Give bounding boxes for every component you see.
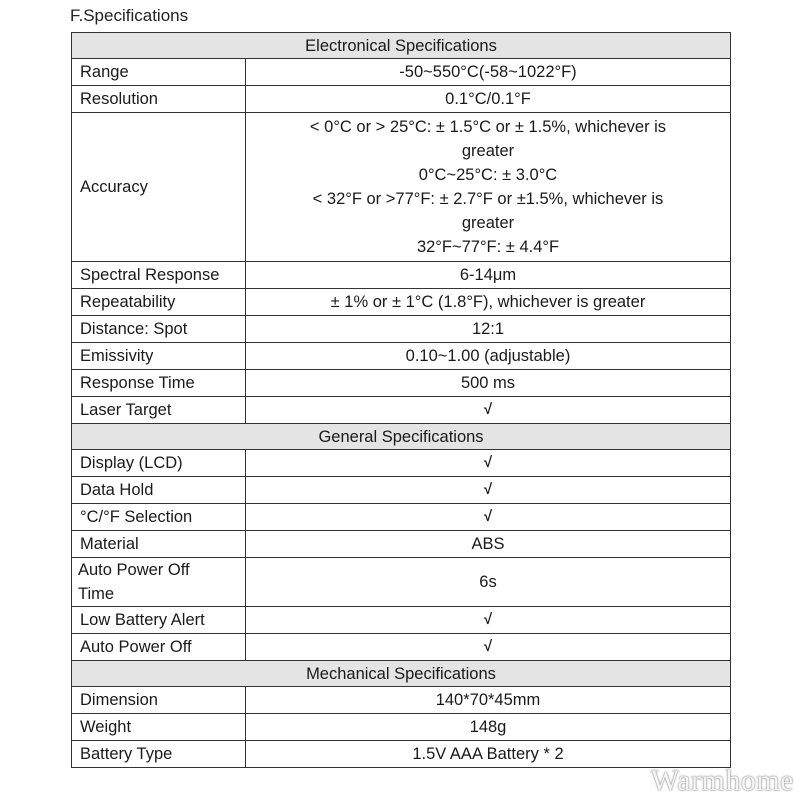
table-row [72,607,731,634]
section-header-general [72,424,731,450]
table-row [72,59,731,86]
table-row [72,714,731,741]
table-row [72,504,731,531]
section-title: General Specifications [72,424,731,450]
spec-value: 148g [246,714,731,741]
accuracy-line: greater [461,214,515,232]
spec-label: Auto Power Off [72,634,246,661]
check-mark-icon: √ [246,450,731,477]
table-row [72,450,731,477]
check-mark-icon: √ [246,477,731,504]
table-row [72,397,731,424]
spec-value: 6s [246,558,731,607]
spec-label: °C/°F Selection [72,504,246,531]
spec-label-line: Time [78,585,115,603]
spec-value: 500 ms [246,370,731,397]
spec-value: ± 1% or ± 1°C (1.8°F), whichever is greater [246,289,731,316]
check-mark-icon: √ [246,504,731,531]
spec-label: Range [72,59,246,86]
section-header-electronical [72,33,731,59]
spec-label: Battery Type [72,741,246,768]
table-row [72,687,731,714]
table-row [72,477,731,504]
spec-value: 12:1 [246,316,731,343]
spec-value: 0.10~1.00 (adjustable) [246,343,731,370]
accuracy-line: 32°F~77°F: ± 4.4°F [416,238,560,256]
section-title: Mechanical Specifications [72,661,731,687]
spec-label: Material [72,531,246,558]
spec-label: Laser Target [72,397,246,424]
table-row [72,370,731,397]
page-title: F.Specifications [70,6,189,25]
spec-value: 140*70*45mm [246,687,731,714]
spec-label: Data Hold [72,477,246,504]
spec-label: Resolution [72,86,246,113]
table-row [72,316,731,343]
spec-value: 6-14μm [246,262,731,289]
spec-label: Dimension [72,687,246,714]
section-header-mechanical [72,661,731,687]
spec-label: Spectral Response [72,262,246,289]
table-row [72,289,731,316]
accuracy-line: < 0°C or > 25°C: ± 1.5°C or ± 1.5%, whichever is [309,118,667,136]
table-row [72,531,731,558]
table-row [72,741,731,768]
spec-label-line: Auto Power Off [78,561,190,579]
spec-label: Distance: Spot [72,316,246,343]
table-row [72,634,731,661]
table-row [72,262,731,289]
accuracy-value [246,113,731,262]
spec-value: 0.1°C/0.1°F [246,86,731,113]
spec-label [72,558,246,607]
spec-value: -50~550°C(-58~1022°F) [246,59,731,86]
spec-label: Response Time [72,370,246,397]
spec-label: Display (LCD) [72,450,246,477]
table-row [72,113,731,262]
accuracy-line: < 32°F or >77°F: ± 2.7°F or ±1.5%, whichever is [312,190,664,208]
check-mark-icon: √ [246,634,731,661]
spec-value: 1.5V AAA Battery * 2 [246,741,731,768]
spec-label: Repeatability [72,289,246,316]
check-mark-icon: √ [246,607,731,634]
accuracy-line: greater [461,142,515,160]
spec-value: ABS [246,531,731,558]
table-row [72,558,731,607]
specifications-table [71,32,731,768]
table-row [72,86,731,113]
watermark: Warmhome [650,764,794,797]
table-row [72,343,731,370]
spec-label: Weight [72,714,246,741]
check-mark-icon: √ [246,397,731,424]
spec-label: Accuracy [72,113,246,262]
spec-label: Low Battery Alert [72,607,246,634]
accuracy-line: 0°C~25°C: ± 3.0°C [418,166,558,184]
section-title: Electronical Specifications [72,33,731,59]
spec-label: Emissivity [72,343,246,370]
